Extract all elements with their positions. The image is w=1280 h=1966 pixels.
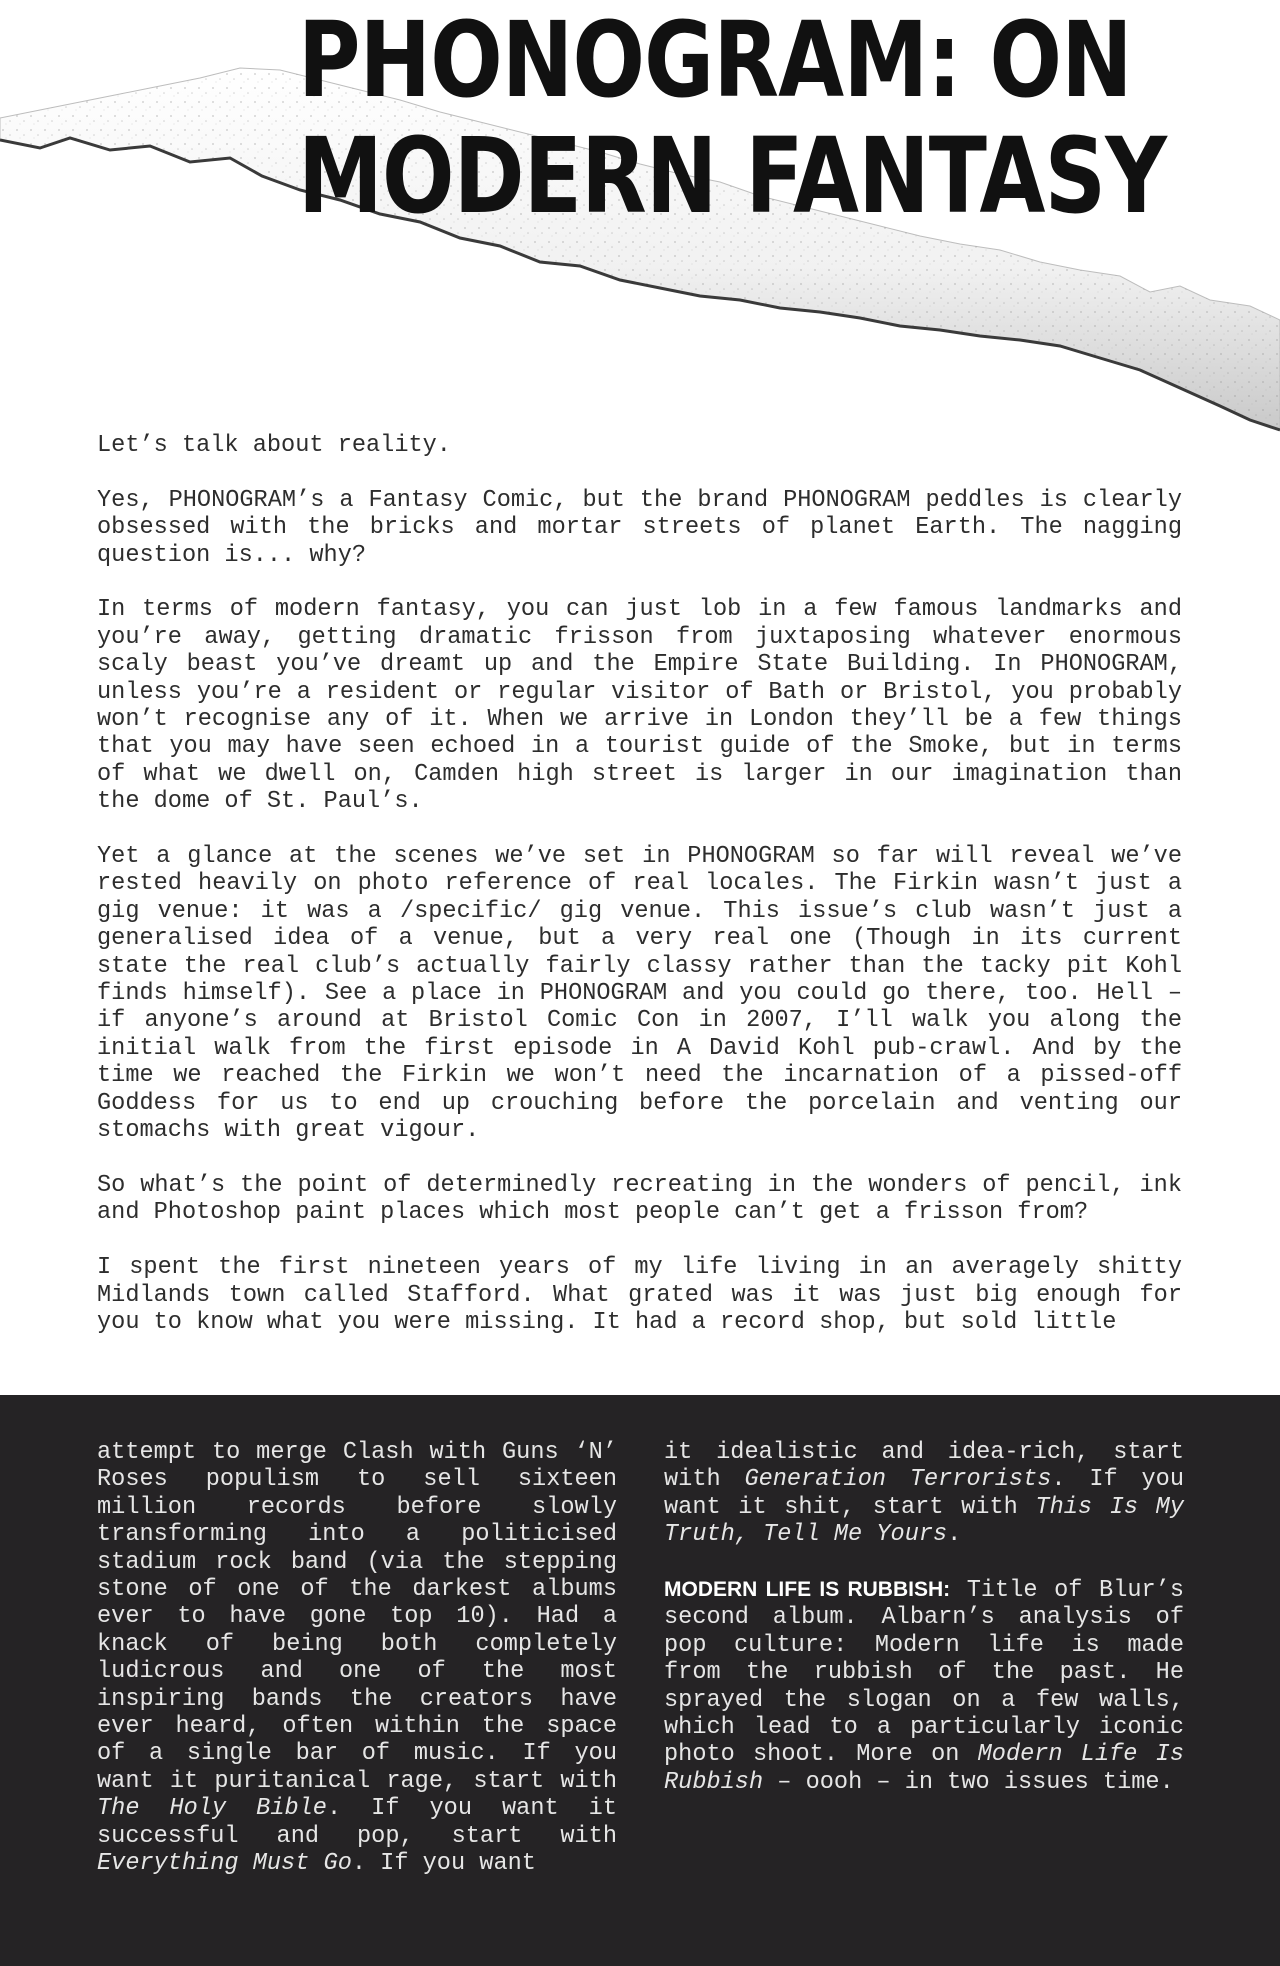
glossary-paragraph <box>664 1439 1184 1549</box>
glossary-paragraph <box>97 1439 617 1878</box>
album-title: The Holy Bible <box>97 1795 327 1823</box>
glossary-panel <box>0 1395 1280 1966</box>
article-paragraph: Yet a glance at the scenes we’ve set in PHONOGRAM so far will reveal we’ve rested heavily on photo reference of real locales. The Firkin wasn’t just a gig venue: it was a /specific/ gig venue. This issue’s club wasn’t just a generalised idea of a venue, but a very real one (Though in its current state the real club’s actually fairly classy rather than the tacky pit Kohl finds himself). See a place in PHONOGRAM and you could go there, too. Hell – if anyone’s around at Bristol Comic Con in 2007, I’ll walk you along the initial walk from the first episode in A David Kohl pub-crawl. And by the time we reached the Firkin we won’t need the incarnation of a pissed-off Goddess for us to end up crouching before the porcelain and venting our stomachs with great vigour. <box>97 843 1182 1145</box>
glossary-term: MODERN LIFE IS RUBBISH: <box>664 1578 951 1602</box>
glossary-text: it idealistic and idea-rich, start with <box>664 1439 1184 1494</box>
glossary-text: . If you want it successful and pop, start with <box>97 1795 617 1850</box>
article-paragraph: Let’s talk about reality. <box>97 432 451 459</box>
glossary-text: . <box>947 1521 962 1549</box>
glossary-text: Title of Blur’s second album. Albarn’s analysis of pop culture: Modern life is made from the rubbish of the past. He sprayed the slogan on a few walls, which lead to a particularly iconic photo shoot. More on <box>664 1577 1184 1769</box>
page-title <box>298 0 1167 237</box>
album-title: Everything Must Go <box>97 1850 352 1878</box>
title-line-1: PHONOGRAM: ON <box>298 0 1132 121</box>
torn-paper-header <box>0 0 1280 460</box>
album-title: Generation Terrorists <box>744 1466 1052 1494</box>
glossary-text: . If you want it shit, start with <box>664 1466 1184 1521</box>
glossary-column-right <box>664 1439 1184 1796</box>
article-paragraph: In terms of modern fantasy, you can just lob in a few famous landmarks and you’re away, getting dramatic frisson from juxtaposing whatever enormous scaly beast you’ve dreamt up and the Empire State Building. In PHONOGRAM, unless you’re a resident or regular visitor of Bath or Bristol, you probably won’t recognise any of it. When we arrive in London they’ll be a few things that you may have seen echoed in a tourist guide of the Smoke, but in terms of what we dwell on, Camden high street is larger in our imagination than the dome of St. Paul’s. <box>97 596 1182 816</box>
album-title: This Is My Truth, Tell Me Yours <box>664 1493 1184 1549</box>
article-paragraph: So what’s the point of determinedly recreating in the wonders of pencil, ink and Photoshop paint places which most people can’t get a frisson from? <box>97 1171 1182 1227</box>
glossary-column-left <box>97 1439 617 1878</box>
glossary-text: – oooh – in two issues time. <box>763 1768 1174 1796</box>
glossary-text: attempt to merge Clash with Guns ‘N’ Roses populism to sell sixteen million records before slowly transforming into a politicised stadium rock band (via the stepping stone of one of the darkest albums ever to have gone top 10). Had a knack of being both completely ludicrous and one of the most inspiring bands the creators have ever heard, often within the space of a single bar of music. If you want it puritanical rage, start with <box>97 1439 617 1795</box>
title-line-2: MODERN FANTASY <box>298 115 1167 237</box>
album-title: Modern Life Is Rubbish <box>664 1741 1184 1796</box>
article-paragraph: Yes, PHONOGRAM’s a Fantasy Comic, but the brand PHONOGRAM peddles is clearly obsessed with the bricks and mortar streets of planet Earth. The nagging question is... why? <box>97 486 1182 569</box>
glossary-text: . If you want <box>351 1850 536 1878</box>
article-paragraph: I spent the first nineteen years of my life living in an averagely shitty Midlands town called Stafford. What grated was it was just big enough for you to know what you were missing. It had a record shop, but sold little <box>97 1254 1182 1336</box>
glossary-entry <box>664 1576 1184 1796</box>
article-body <box>97 432 1182 1336</box>
